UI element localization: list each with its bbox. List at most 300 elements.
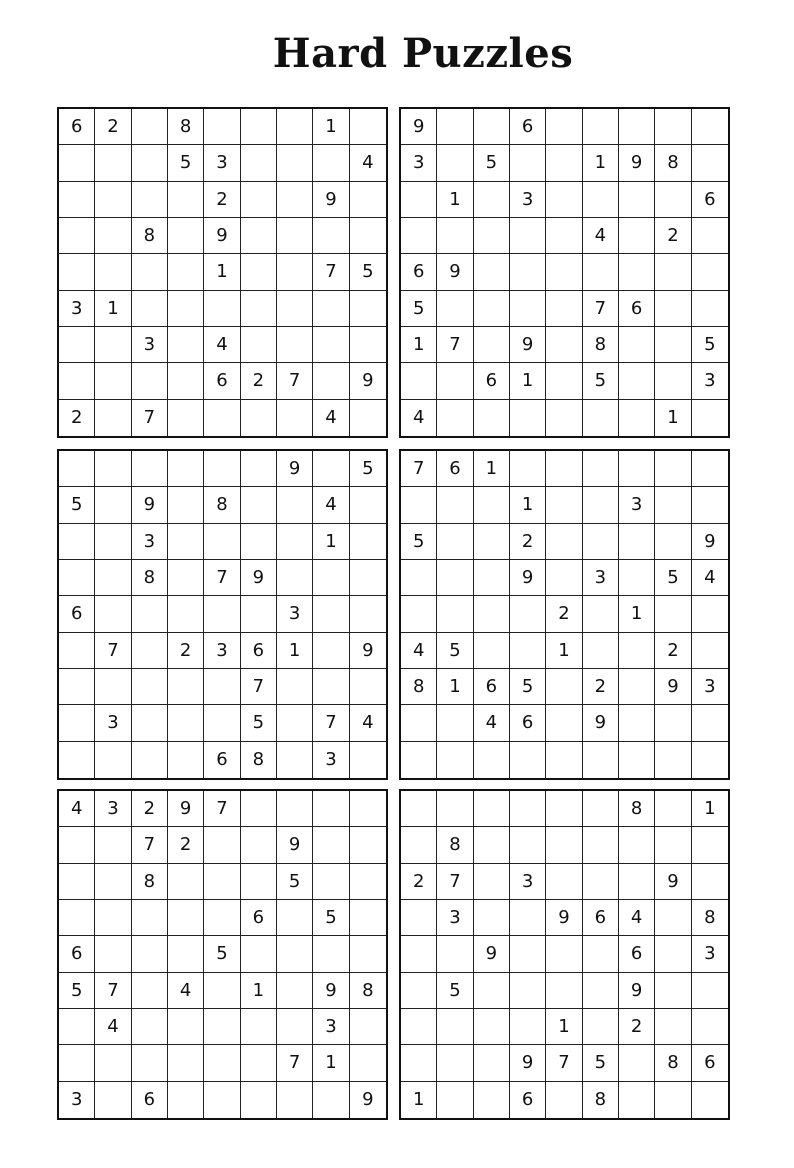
sudoku-cell[interactable]: [59, 182, 95, 218]
sudoku-cell[interactable]: [692, 742, 728, 778]
sudoku-cell[interactable]: [241, 827, 277, 863]
sudoku-cell[interactable]: [692, 633, 728, 669]
sudoku-cell[interactable]: [132, 254, 168, 290]
sudoku-cell[interactable]: [59, 524, 95, 560]
sudoku-cell[interactable]: [204, 900, 240, 936]
sudoku-cell[interactable]: [95, 254, 131, 290]
sudoku-cell[interactable]: [95, 560, 131, 596]
sudoku-cell[interactable]: [692, 487, 728, 523]
sudoku-cell[interactable]: [168, 182, 204, 218]
sudoku-cell[interactable]: [132, 1045, 168, 1081]
sudoku-cell[interactable]: [474, 973, 510, 1009]
sudoku-cell[interactable]: [401, 218, 437, 254]
sudoku-cell[interactable]: [583, 633, 619, 669]
sudoku-cell[interactable]: [313, 145, 349, 181]
sudoku-cell[interactable]: [655, 487, 691, 523]
sudoku-cell[interactable]: [168, 1082, 204, 1118]
sudoku-cell[interactable]: [692, 254, 728, 290]
sudoku-cell[interactable]: [655, 791, 691, 827]
sudoku-cell[interactable]: [510, 254, 546, 290]
sudoku-cell[interactable]: [277, 973, 313, 1009]
sudoku-cell[interactable]: [510, 742, 546, 778]
sudoku-cell[interactable]: [619, 182, 655, 218]
sudoku-cell[interactable]: [59, 254, 95, 290]
sudoku-cell[interactable]: [437, 524, 473, 560]
sudoku-cell[interactable]: [474, 1045, 510, 1081]
sudoku-cell[interactable]: [437, 560, 473, 596]
sudoku-cell[interactable]: [313, 218, 349, 254]
sudoku-cell[interactable]: [546, 705, 582, 741]
sudoku-cell[interactable]: [204, 109, 240, 145]
sudoku-cell[interactable]: [655, 451, 691, 487]
sudoku-cell[interactable]: [241, 291, 277, 327]
sudoku-cell[interactable]: [437, 218, 473, 254]
sudoku-cell[interactable]: [546, 182, 582, 218]
sudoku-cell[interactable]: [401, 560, 437, 596]
sudoku-cell[interactable]: [313, 669, 349, 705]
sudoku-cell[interactable]: [313, 827, 349, 863]
sudoku-cell[interactable]: [277, 218, 313, 254]
sudoku-cell[interactable]: [655, 973, 691, 1009]
sudoku-cell[interactable]: [583, 451, 619, 487]
sudoku-cell[interactable]: [168, 218, 204, 254]
sudoku-cell[interactable]: [474, 864, 510, 900]
sudoku-cell[interactable]: [168, 936, 204, 972]
sudoku-cell[interactable]: [59, 363, 95, 399]
sudoku-cell[interactable]: [313, 327, 349, 363]
sudoku-cell[interactable]: [350, 864, 386, 900]
sudoku-cell[interactable]: [277, 1009, 313, 1045]
sudoku-cell[interactable]: [474, 524, 510, 560]
sudoku-cell[interactable]: [474, 291, 510, 327]
sudoku-cell[interactable]: [168, 705, 204, 741]
sudoku-cell[interactable]: [132, 1009, 168, 1045]
sudoku-cell[interactable]: [401, 973, 437, 1009]
sudoku-cell[interactable]: [277, 669, 313, 705]
sudoku-cell[interactable]: [204, 1082, 240, 1118]
sudoku-cell[interactable]: [204, 451, 240, 487]
sudoku-cell[interactable]: [692, 1082, 728, 1118]
sudoku-cell[interactable]: [474, 827, 510, 863]
sudoku-cell[interactable]: [474, 254, 510, 290]
sudoku-cell[interactable]: [692, 400, 728, 436]
sudoku-cell[interactable]: [655, 327, 691, 363]
sudoku-cell[interactable]: [692, 1009, 728, 1045]
sudoku-cell[interactable]: [204, 291, 240, 327]
sudoku-cell[interactable]: [168, 400, 204, 436]
sudoku-cell[interactable]: [583, 254, 619, 290]
sudoku-cell[interactable]: [655, 705, 691, 741]
sudoku-cell[interactable]: [241, 864, 277, 900]
sudoku-cell[interactable]: [350, 560, 386, 596]
sudoku-cell[interactable]: [655, 109, 691, 145]
sudoku-cell[interactable]: [277, 936, 313, 972]
sudoku-cell[interactable]: [401, 487, 437, 523]
sudoku-cell[interactable]: [59, 218, 95, 254]
sudoku-cell[interactable]: [437, 705, 473, 741]
sudoku-cell[interactable]: [546, 791, 582, 827]
sudoku-cell[interactable]: [350, 400, 386, 436]
sudoku-cell[interactable]: [474, 560, 510, 596]
sudoku-cell[interactable]: [619, 864, 655, 900]
sudoku-cell[interactable]: [655, 742, 691, 778]
sudoku-cell[interactable]: [510, 596, 546, 632]
sudoku-cell[interactable]: [241, 487, 277, 523]
sudoku-cell[interactable]: [474, 742, 510, 778]
sudoku-cell[interactable]: [277, 254, 313, 290]
sudoku-cell[interactable]: [350, 291, 386, 327]
sudoku-cell[interactable]: [546, 291, 582, 327]
sudoku-cell[interactable]: [692, 218, 728, 254]
sudoku-cell[interactable]: [619, 451, 655, 487]
sudoku-cell[interactable]: [59, 560, 95, 596]
sudoku-cell[interactable]: [168, 524, 204, 560]
sudoku-cell[interactable]: [474, 1009, 510, 1045]
sudoku-cell[interactable]: [546, 864, 582, 900]
sudoku-cell[interactable]: [437, 363, 473, 399]
sudoku-cell[interactable]: [204, 400, 240, 436]
sudoku-cell[interactable]: [692, 973, 728, 1009]
sudoku-cell[interactable]: [350, 487, 386, 523]
sudoku-cell[interactable]: [95, 363, 131, 399]
sudoku-cell[interactable]: [546, 1082, 582, 1118]
sudoku-cell[interactable]: [619, 254, 655, 290]
sudoku-cell[interactable]: [583, 1009, 619, 1045]
sudoku-cell[interactable]: [241, 451, 277, 487]
sudoku-cell[interactable]: [95, 596, 131, 632]
sudoku-cell[interactable]: [95, 669, 131, 705]
sudoku-cell[interactable]: [241, 182, 277, 218]
sudoku-cell[interactable]: [277, 742, 313, 778]
sudoku-cell[interactable]: [168, 596, 204, 632]
sudoku-cell[interactable]: [313, 363, 349, 399]
sudoku-cell[interactable]: [168, 900, 204, 936]
sudoku-cell[interactable]: [350, 109, 386, 145]
sudoku-cell[interactable]: [510, 451, 546, 487]
sudoku-cell[interactable]: [350, 596, 386, 632]
sudoku-cell[interactable]: [132, 145, 168, 181]
sudoku-cell[interactable]: [655, 596, 691, 632]
sudoku-cell[interactable]: [168, 487, 204, 523]
sudoku-cell[interactable]: [619, 633, 655, 669]
sudoku-cell[interactable]: [168, 1009, 204, 1045]
sudoku-cell[interactable]: [204, 1045, 240, 1081]
sudoku-cell[interactable]: [401, 900, 437, 936]
sudoku-cell[interactable]: [401, 742, 437, 778]
sudoku-cell[interactable]: [474, 327, 510, 363]
sudoku-cell[interactable]: [474, 596, 510, 632]
sudoku-cell[interactable]: [350, 1045, 386, 1081]
sudoku-cell[interactable]: [474, 182, 510, 218]
sudoku-cell[interactable]: [59, 705, 95, 741]
sudoku-cell[interactable]: [241, 791, 277, 827]
sudoku-cell[interactable]: [510, 145, 546, 181]
sudoku-cell[interactable]: [132, 109, 168, 145]
sudoku-cell[interactable]: [437, 487, 473, 523]
sudoku-cell[interactable]: [132, 451, 168, 487]
sudoku-cell[interactable]: [510, 633, 546, 669]
sudoku-cell[interactable]: [546, 109, 582, 145]
sudoku-cell[interactable]: [95, 827, 131, 863]
sudoku-cell[interactable]: [655, 182, 691, 218]
sudoku-cell[interactable]: [95, 742, 131, 778]
sudoku-cell[interactable]: [655, 254, 691, 290]
sudoku-cell[interactable]: [655, 900, 691, 936]
sudoku-cell[interactable]: [583, 936, 619, 972]
sudoku-cell[interactable]: [510, 900, 546, 936]
sudoku-cell[interactable]: [59, 451, 95, 487]
sudoku-cell[interactable]: [692, 109, 728, 145]
sudoku-cell[interactable]: [510, 400, 546, 436]
sudoku-cell[interactable]: [59, 1045, 95, 1081]
sudoku-cell[interactable]: [313, 560, 349, 596]
sudoku-cell[interactable]: [59, 145, 95, 181]
sudoku-cell[interactable]: [95, 936, 131, 972]
sudoku-cell[interactable]: [692, 145, 728, 181]
sudoku-cell[interactable]: [277, 400, 313, 436]
sudoku-cell[interactable]: [95, 327, 131, 363]
sudoku-cell[interactable]: [546, 487, 582, 523]
sudoku-cell[interactable]: [437, 936, 473, 972]
sudoku-cell[interactable]: [59, 827, 95, 863]
sudoku-cell[interactable]: [204, 596, 240, 632]
sudoku-cell[interactable]: [619, 218, 655, 254]
sudoku-cell[interactable]: [277, 705, 313, 741]
sudoku-cell[interactable]: [474, 791, 510, 827]
sudoku-cell[interactable]: [204, 864, 240, 900]
sudoku-cell[interactable]: [437, 400, 473, 436]
sudoku-cell[interactable]: [583, 182, 619, 218]
sudoku-cell[interactable]: [277, 791, 313, 827]
sudoku-cell[interactable]: [95, 182, 131, 218]
sudoku-cell[interactable]: [313, 1082, 349, 1118]
sudoku-cell[interactable]: [350, 827, 386, 863]
sudoku-cell[interactable]: [204, 973, 240, 1009]
sudoku-cell[interactable]: [546, 524, 582, 560]
sudoku-cell[interactable]: [583, 973, 619, 1009]
sudoku-cell[interactable]: [132, 363, 168, 399]
sudoku-cell[interactable]: [583, 742, 619, 778]
sudoku-cell[interactable]: [583, 487, 619, 523]
sudoku-cell[interactable]: [168, 291, 204, 327]
sudoku-cell[interactable]: [168, 669, 204, 705]
sudoku-cell[interactable]: [546, 742, 582, 778]
sudoku-cell[interactable]: [95, 1045, 131, 1081]
sudoku-cell[interactable]: [401, 596, 437, 632]
sudoku-cell[interactable]: [132, 742, 168, 778]
sudoku-cell[interactable]: [350, 936, 386, 972]
sudoku-cell[interactable]: [437, 291, 473, 327]
sudoku-cell[interactable]: [546, 827, 582, 863]
sudoku-cell[interactable]: [350, 900, 386, 936]
sudoku-cell[interactable]: [619, 109, 655, 145]
sudoku-cell[interactable]: [95, 451, 131, 487]
sudoku-cell[interactable]: [692, 291, 728, 327]
sudoku-cell[interactable]: [619, 1082, 655, 1118]
sudoku-cell[interactable]: [241, 145, 277, 181]
sudoku-cell[interactable]: [277, 327, 313, 363]
sudoku-cell[interactable]: [59, 864, 95, 900]
sudoku-cell[interactable]: [350, 327, 386, 363]
sudoku-cell[interactable]: [546, 327, 582, 363]
sudoku-cell[interactable]: [546, 145, 582, 181]
sudoku-cell[interactable]: [583, 596, 619, 632]
sudoku-cell[interactable]: [437, 742, 473, 778]
sudoku-cell[interactable]: [401, 791, 437, 827]
sudoku-cell[interactable]: [546, 218, 582, 254]
sudoku-cell[interactable]: [401, 1045, 437, 1081]
sudoku-cell[interactable]: [437, 1009, 473, 1045]
sudoku-cell[interactable]: [241, 218, 277, 254]
sudoku-cell[interactable]: [583, 827, 619, 863]
sudoku-cell[interactable]: [510, 973, 546, 1009]
sudoku-cell[interactable]: [655, 1082, 691, 1118]
sudoku-cell[interactable]: [59, 1009, 95, 1045]
sudoku-cell[interactable]: [350, 524, 386, 560]
sudoku-cell[interactable]: [95, 400, 131, 436]
sudoku-cell[interactable]: [241, 327, 277, 363]
sudoku-cell[interactable]: [546, 363, 582, 399]
sudoku-cell[interactable]: [510, 1009, 546, 1045]
sudoku-cell[interactable]: [132, 705, 168, 741]
sudoku-cell[interactable]: [277, 487, 313, 523]
sudoku-cell[interactable]: [655, 827, 691, 863]
sudoku-cell[interactable]: [241, 400, 277, 436]
sudoku-cell[interactable]: [313, 936, 349, 972]
sudoku-cell[interactable]: [401, 1009, 437, 1045]
sudoku-cell[interactable]: [277, 524, 313, 560]
sudoku-cell[interactable]: [546, 400, 582, 436]
sudoku-cell[interactable]: [619, 327, 655, 363]
sudoku-cell[interactable]: [132, 973, 168, 1009]
sudoku-cell[interactable]: [132, 291, 168, 327]
sudoku-cell[interactable]: [313, 291, 349, 327]
sudoku-cell[interactable]: [401, 182, 437, 218]
sudoku-cell[interactable]: [241, 524, 277, 560]
sudoku-cell[interactable]: [583, 524, 619, 560]
sudoku-cell[interactable]: [546, 254, 582, 290]
sudoku-cell[interactable]: [95, 145, 131, 181]
sudoku-cell[interactable]: [437, 596, 473, 632]
sudoku-cell[interactable]: [277, 182, 313, 218]
sudoku-cell[interactable]: [619, 705, 655, 741]
sudoku-cell[interactable]: [619, 560, 655, 596]
sudoku-cell[interactable]: [474, 633, 510, 669]
sudoku-cell[interactable]: [204, 705, 240, 741]
sudoku-cell[interactable]: [546, 669, 582, 705]
sudoku-cell[interactable]: [619, 363, 655, 399]
sudoku-cell[interactable]: [350, 742, 386, 778]
sudoku-cell[interactable]: [546, 973, 582, 1009]
sudoku-cell[interactable]: [474, 487, 510, 523]
sudoku-cell[interactable]: [168, 560, 204, 596]
sudoku-cell[interactable]: [350, 182, 386, 218]
sudoku-cell[interactable]: [204, 827, 240, 863]
sudoku-cell[interactable]: [132, 900, 168, 936]
sudoku-cell[interactable]: [241, 1082, 277, 1118]
sudoku-cell[interactable]: [437, 145, 473, 181]
sudoku-cell[interactable]: [277, 109, 313, 145]
sudoku-cell[interactable]: [655, 291, 691, 327]
sudoku-cell[interactable]: [95, 1082, 131, 1118]
sudoku-cell[interactable]: [313, 633, 349, 669]
sudoku-cell[interactable]: [59, 742, 95, 778]
sudoku-cell[interactable]: [619, 1045, 655, 1081]
sudoku-cell[interactable]: [655, 524, 691, 560]
sudoku-cell[interactable]: [437, 1082, 473, 1118]
sudoku-cell[interactable]: [132, 669, 168, 705]
sudoku-cell[interactable]: [474, 218, 510, 254]
sudoku-cell[interactable]: [241, 254, 277, 290]
sudoku-cell[interactable]: [437, 1045, 473, 1081]
sudoku-cell[interactable]: [132, 596, 168, 632]
sudoku-cell[interactable]: [241, 109, 277, 145]
sudoku-cell[interactable]: [204, 1009, 240, 1045]
sudoku-cell[interactable]: [583, 400, 619, 436]
sudoku-cell[interactable]: [474, 900, 510, 936]
sudoku-cell[interactable]: [241, 1009, 277, 1045]
sudoku-cell[interactable]: [437, 791, 473, 827]
sudoku-cell[interactable]: [350, 218, 386, 254]
sudoku-cell[interactable]: [168, 363, 204, 399]
sudoku-cell[interactable]: [168, 864, 204, 900]
sudoku-cell[interactable]: [95, 864, 131, 900]
sudoku-cell[interactable]: [95, 487, 131, 523]
sudoku-cell[interactable]: [655, 936, 691, 972]
sudoku-cell[interactable]: [313, 791, 349, 827]
sudoku-cell[interactable]: [692, 451, 728, 487]
sudoku-cell[interactable]: [168, 1045, 204, 1081]
sudoku-cell[interactable]: [510, 827, 546, 863]
sudoku-cell[interactable]: [132, 633, 168, 669]
sudoku-cell[interactable]: [474, 109, 510, 145]
sudoku-cell[interactable]: [277, 900, 313, 936]
sudoku-cell[interactable]: [510, 291, 546, 327]
sudoku-cell[interactable]: [546, 936, 582, 972]
sudoku-cell[interactable]: [95, 900, 131, 936]
sudoku-cell[interactable]: [132, 936, 168, 972]
sudoku-cell[interactable]: [619, 524, 655, 560]
sudoku-cell[interactable]: [350, 791, 386, 827]
sudoku-cell[interactable]: [401, 936, 437, 972]
sudoku-cell[interactable]: [204, 524, 240, 560]
sudoku-cell[interactable]: [59, 900, 95, 936]
sudoku-cell[interactable]: [510, 218, 546, 254]
sudoku-cell[interactable]: [168, 327, 204, 363]
sudoku-cell[interactable]: [546, 451, 582, 487]
sudoku-cell[interactable]: [277, 560, 313, 596]
sudoku-cell[interactable]: [692, 827, 728, 863]
sudoku-cell[interactable]: [168, 451, 204, 487]
sudoku-cell[interactable]: [132, 182, 168, 218]
sudoku-cell[interactable]: [583, 109, 619, 145]
sudoku-cell[interactable]: [59, 633, 95, 669]
sudoku-cell[interactable]: [401, 705, 437, 741]
sudoku-cell[interactable]: [692, 705, 728, 741]
sudoku-cell[interactable]: [59, 669, 95, 705]
sudoku-cell[interactable]: [313, 864, 349, 900]
sudoku-cell[interactable]: [59, 327, 95, 363]
sudoku-cell[interactable]: [95, 524, 131, 560]
sudoku-cell[interactable]: [350, 669, 386, 705]
sudoku-cell[interactable]: [619, 827, 655, 863]
sudoku-cell[interactable]: [350, 1009, 386, 1045]
sudoku-cell[interactable]: [655, 363, 691, 399]
sudoku-cell[interactable]: [241, 596, 277, 632]
sudoku-cell[interactable]: [619, 669, 655, 705]
sudoku-cell[interactable]: [437, 109, 473, 145]
sudoku-cell[interactable]: [619, 400, 655, 436]
